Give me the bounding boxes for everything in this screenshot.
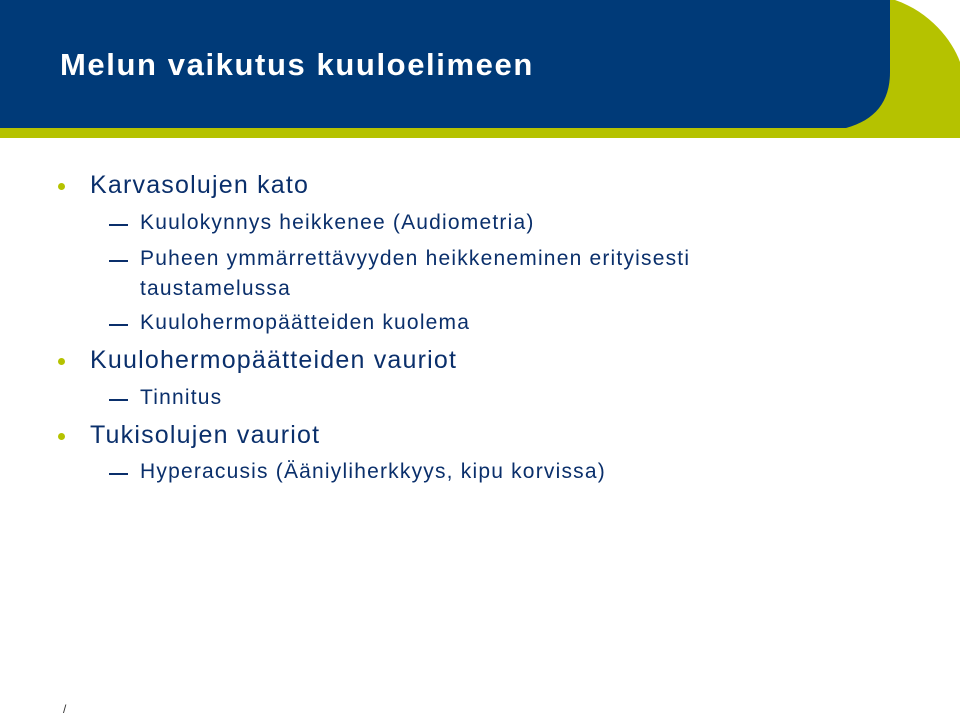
footer-mark: / xyxy=(63,702,67,716)
sub-item-1-2-line1: Puheen ymmärrettävyyden heikkeneminen erityisesti xyxy=(140,247,691,270)
bullet-item-1: Karvasolujen kato xyxy=(90,171,310,199)
slide-title: Melun vaikutus kuuloelimeen xyxy=(60,47,534,82)
bullet-dot xyxy=(58,183,65,190)
dash-marker xyxy=(109,324,128,326)
bullet-dot xyxy=(58,433,65,440)
dash-marker xyxy=(109,260,128,262)
dash-marker xyxy=(109,224,128,226)
sub-item-1-2-line2: taustamelussa xyxy=(140,277,292,300)
dash-marker xyxy=(109,473,128,475)
sub-item-2-1: Tinnitus xyxy=(140,386,223,409)
sub-item-1-1: Kuulokynnys heikkenee (Audiometria) xyxy=(140,211,535,234)
sub-item-1-3: Kuulohermopäätteiden kuolema xyxy=(140,311,471,334)
bullet-dot xyxy=(58,358,65,365)
bullet-item-2: Kuulohermopäätteiden vauriot xyxy=(90,346,458,374)
dash-marker xyxy=(109,399,128,401)
sub-item-3-1: Hyperacusis (Ääniyliherkkyys, kipu korvissa) xyxy=(140,460,606,483)
bullet-item-3: Tukisolujen vauriot xyxy=(90,421,321,449)
